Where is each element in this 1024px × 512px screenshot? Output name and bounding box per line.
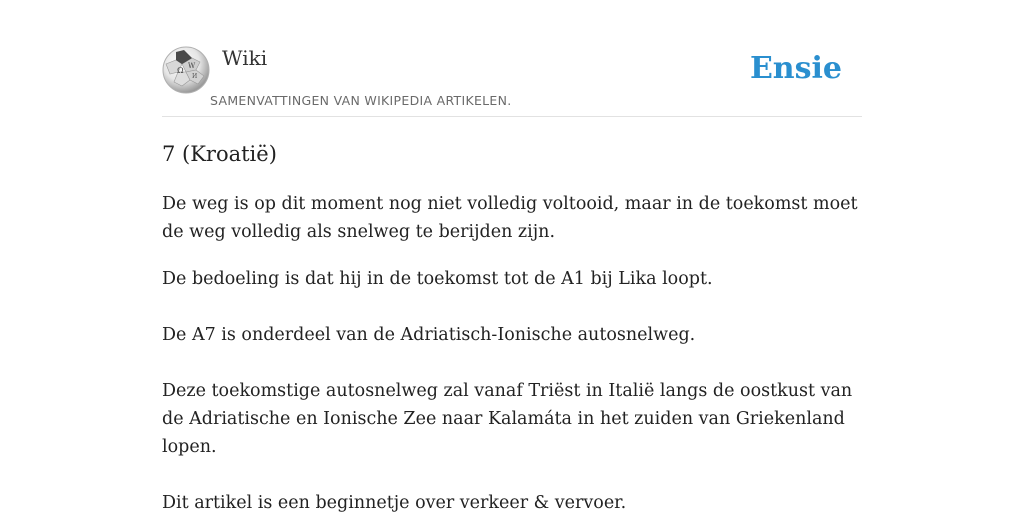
article-paragraph: De weg is op dit moment nog niet volledig voltooid, maar in de toekomst moet de weg volledig als snelweg te berijden zijn.: [162, 194, 858, 242]
site-tagline: SAMENVATTINGEN VAN WIKIPEDIA ARTIKELEN.: [210, 93, 512, 108]
svg-text:И: И: [192, 73, 198, 80]
article-title: 7 (Kroatië): [162, 142, 277, 166]
site-name[interactable]: Wiki: [222, 46, 268, 70]
article-paragraph: Dit artikel is een beginnetje over verkeer & vervoer.: [162, 493, 627, 512]
wikipedia-globe-icon[interactable]: [162, 46, 210, 94]
article-content: [162, 138, 862, 512]
svg-text:Ω: Ω: [177, 66, 184, 75]
article-paragraph: Deze toekomstige autosnelweg zal vanaf Triëst in Italië langs de oostkust van de Adriatische en Ionische Zee naar Kalamáta in het zuiden van Griekenland lopen.: [162, 381, 853, 457]
article-paragraph: De bedoeling is dat hij in de toekomst tot de A1 bij Lika loopt.: [162, 269, 713, 289]
article-paragraph: De A7 is onderdeel van de Adriatisch-Ionische autosnelweg.: [162, 325, 696, 345]
brand-logo[interactable]: Ensie: [749, 51, 842, 86]
site-header: [162, 40, 862, 117]
svg-text:W: W: [188, 62, 196, 70]
